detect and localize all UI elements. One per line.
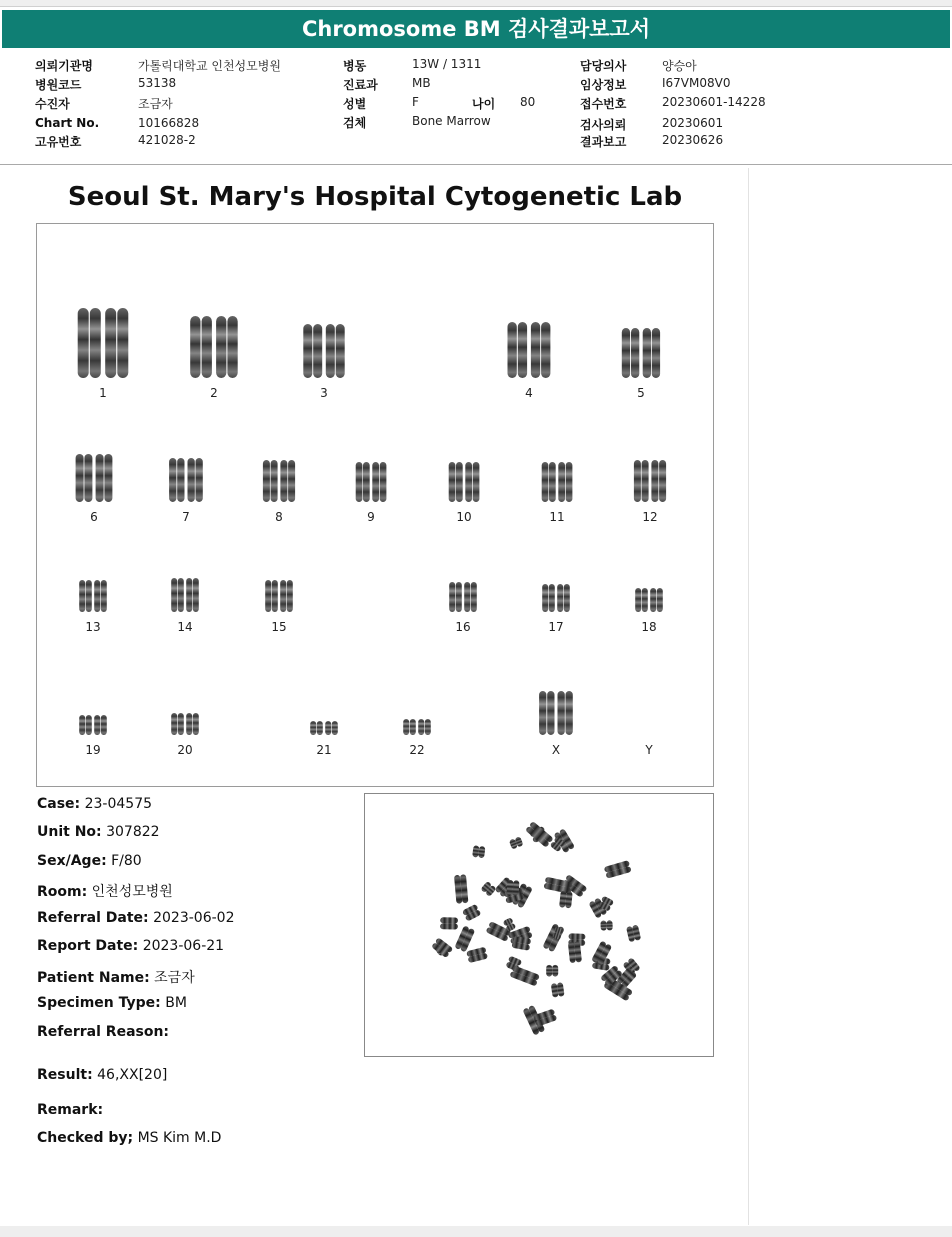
- room-line: [37, 881, 173, 901]
- chromosome-label: 15: [271, 620, 287, 634]
- chromosome-label: 18: [641, 620, 657, 634]
- patient-name-value: 조금자: [154, 970, 195, 986]
- unit-no-label: Unit No:: [37, 824, 102, 840]
- metaphase-spread-image: [364, 793, 714, 1057]
- header-value-chart-no: 10166828: [138, 116, 200, 130]
- referral-reason-label: Referral Reason:: [37, 1024, 170, 1040]
- report-date-line: [37, 938, 224, 954]
- metaphase-chromosome: [454, 925, 475, 952]
- header-value-department: MB: [412, 76, 431, 90]
- lab-title: Seoul St. Mary's Hospital Cytogenetic Lab: [67, 182, 683, 212]
- header-label-department: 진료과: [343, 78, 378, 92]
- chromosome-label: 16: [455, 620, 471, 634]
- report-date-label: Report Date:: [37, 938, 139, 954]
- referral-date-line: [37, 910, 234, 926]
- chromosome-pair-20: [155, 224, 215, 761]
- metaphase-chromosome: [480, 881, 496, 897]
- specimen-type-line: [37, 995, 187, 1011]
- header-label-patient: 수진자: [35, 97, 70, 111]
- checked-by-value: MS Kim M.D: [137, 1130, 222, 1146]
- referral-reason-line: [37, 1024, 169, 1040]
- header-label-hospital-code: 병원코드: [35, 78, 82, 92]
- metaphase-chromosome: [454, 874, 468, 904]
- checked-by-label: Checked by;: [37, 1130, 134, 1146]
- header-value-age: 80: [520, 95, 536, 109]
- checked-by-line: [37, 1130, 221, 1146]
- unit-no-line: [37, 824, 160, 840]
- metaphase-chromosome: [462, 904, 481, 922]
- metaphase-chromosome: [559, 891, 573, 909]
- patient-name-line: [37, 967, 195, 987]
- report-date-value: 2023-06-21: [142, 938, 225, 954]
- header-value-request-date: 20230601: [662, 116, 724, 130]
- metaphase-chromosome: [600, 920, 612, 930]
- chromosome-image: [155, 711, 215, 737]
- chromosome-label: 1: [99, 386, 107, 400]
- chromosome-label: 6: [90, 510, 98, 524]
- header-value-patient: 조금자: [138, 97, 173, 111]
- result-value: 46,XX[20]: [97, 1067, 168, 1083]
- chromosome-label: 8: [275, 510, 283, 524]
- window-bottom-edge: [0, 1226, 952, 1237]
- header-label-unique-no: 고유번호: [35, 135, 82, 149]
- header-value-specimen: Bone Marrow: [412, 114, 491, 128]
- header-value-report-date: 20230626: [662, 133, 724, 147]
- patient-name-label: Patient Name:: [37, 970, 150, 986]
- chromosome-label: 7: [182, 510, 190, 524]
- header-label-clinical-info: 임상정보: [580, 78, 627, 92]
- metaphase-chromosome: [551, 982, 565, 997]
- metaphase-chromosome: [431, 937, 453, 958]
- chromosome-label: 3: [320, 386, 328, 400]
- header-label-ward: 병동: [343, 59, 367, 73]
- metaphase-chromosome: [568, 941, 582, 963]
- chromosome-label: Y: [645, 743, 653, 757]
- chromosome-label: 19: [85, 743, 101, 757]
- header-value-clinical-info: I67VM08V0: [662, 76, 731, 90]
- referral-date-label: Referral Date:: [37, 910, 149, 926]
- metaphase-chromosome: [509, 965, 540, 986]
- sex-age-line: [37, 853, 142, 869]
- case-label: Case:: [37, 796, 81, 812]
- specimen-type-value: BM: [165, 995, 187, 1011]
- result-label: Result:: [37, 1067, 93, 1083]
- header-value-unique-no: 421028-2: [138, 133, 196, 147]
- header-value-sex: F: [412, 95, 419, 109]
- header-label-chart-no: Chart No.: [35, 116, 100, 130]
- chromosome-label: 12: [642, 510, 658, 524]
- header-value-ward: 13W / 1311: [412, 57, 482, 71]
- header-label-physician: 담당의사: [580, 59, 627, 73]
- header-label-receipt-no: 접수번호: [580, 97, 627, 111]
- chromosome-pair-21: [294, 224, 354, 761]
- metaphase-chromosome: [626, 925, 641, 943]
- metaphase-spread-graphic: [365, 794, 713, 1056]
- room-label: Room:: [37, 884, 88, 900]
- window-top-edge: [0, 0, 952, 7]
- header-label-specimen: 검체: [343, 116, 367, 130]
- chromosome-label: 11: [549, 510, 565, 524]
- header-value-receipt-no: 20230601-14228: [662, 95, 766, 109]
- metaphase-chromosome: [525, 821, 554, 848]
- chromosome-pair-x: [526, 224, 586, 761]
- metaphase-chromosome: [509, 836, 524, 849]
- metaphase-chromosome: [440, 917, 458, 929]
- chromosome-label: 13: [85, 620, 101, 634]
- metaphase-chromosome: [466, 947, 488, 963]
- chromosome-pair-y: [619, 224, 679, 761]
- metaphase-chromosome: [506, 880, 519, 896]
- chromosome-pair-22: [387, 224, 447, 761]
- chromosome-label: 10: [456, 510, 472, 524]
- chromosome-image: [63, 713, 123, 737]
- chromosome-label: 22: [409, 743, 425, 757]
- case-value: 23-04575: [84, 796, 153, 812]
- chromosome-label: 17: [548, 620, 564, 634]
- remark-line: [37, 1102, 103, 1118]
- chromosome-label: 9: [367, 510, 375, 524]
- result-line: [37, 1067, 167, 1083]
- sex-age-label: Sex/Age:: [37, 853, 107, 869]
- header-label-sex: 성별: [343, 97, 367, 111]
- chromosome-label: 20: [177, 743, 193, 757]
- chromosome-label: 14: [177, 620, 193, 634]
- header-label-request-date: 검사의뢰: [580, 118, 627, 132]
- case-line: [37, 796, 152, 812]
- chromosome-pair-19: [63, 224, 123, 761]
- chromosome-image: [294, 719, 354, 737]
- metaphase-chromosome: [546, 965, 558, 977]
- chromosome-label: 5: [637, 386, 645, 400]
- metaphase-chromosome: [533, 1009, 557, 1027]
- chromosome-image: [526, 689, 586, 737]
- metaphase-chromosome: [472, 845, 485, 858]
- report-banner: Chromosome BM 검사결과보고서: [2, 10, 950, 48]
- right-blank-pane: [750, 168, 952, 1225]
- chromosome-label: 2: [210, 386, 218, 400]
- specimen-type-label: Specimen Type:: [37, 995, 161, 1011]
- header-label-age: 나이: [472, 97, 496, 111]
- remark-label: Remark:: [37, 1102, 104, 1118]
- header-label-report-date: 결과보고: [580, 135, 627, 149]
- sex-age-value: F/80: [111, 853, 142, 869]
- header-value-hospital-code: 53138: [138, 76, 177, 90]
- header-value-institution: 가톨릭대학교 인천성모병원: [138, 59, 281, 73]
- metaphase-chromosome: [604, 860, 632, 879]
- referral-date-value: 2023-06-02: [153, 910, 235, 926]
- chromosome-label: 4: [525, 386, 533, 400]
- room-value: 인천성모병원: [91, 884, 173, 900]
- karyogram: [36, 223, 714, 787]
- header-value-physician: 양승아: [662, 59, 697, 73]
- chromosome-image: [387, 717, 447, 737]
- unit-no-value: 307822: [106, 824, 160, 840]
- header-label-institution: 의뢰기관명: [35, 59, 93, 73]
- chromosome-label: 21: [316, 743, 332, 757]
- chromosome-label: X: [551, 743, 561, 757]
- report-header: [0, 52, 952, 165]
